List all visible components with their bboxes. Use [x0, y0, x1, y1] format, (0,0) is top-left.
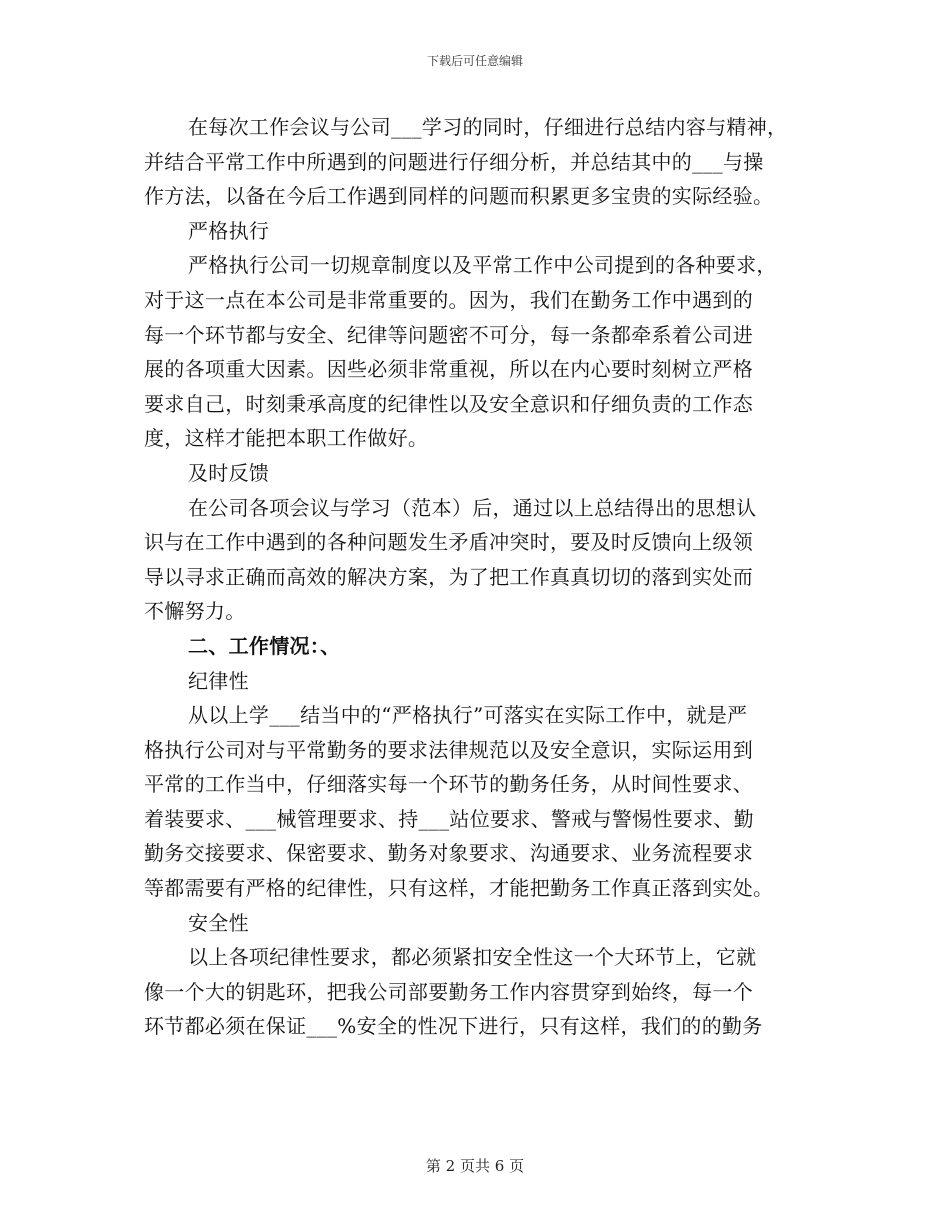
document-body	[144, 110, 809, 1044]
text-line: 从以上学___结当中的“严格执行”可落实在实际工作中，就是严	[188, 703, 748, 728]
text-line: 每一个环节都与安全、纪律等问题密不可分，每一条都牵系着公司进	[144, 322, 753, 347]
page-header: 下载后可任意编辑	[426, 54, 523, 68]
text-line: 勤务交接要求、保密要求、勤务对象要求、沟通要求、业务流程要求	[144, 841, 753, 866]
text-line: 以上各项纪律性要求，都必须紧扣安全性这一个大环节上，它就	[188, 945, 757, 970]
text-line: 安全性	[188, 910, 249, 935]
text-line: 导以寻求正确而高效的解决方案，为了把工作真真切切的落到实处而	[144, 564, 753, 589]
text-line: 在每次工作会议与公司___学习的同时，仔细进行总结内容与精神，	[188, 115, 788, 139]
text-line: 平常的工作当中，仔细落实每一个环节的勤务任务，从时间性要求、	[144, 772, 753, 797]
text-line: 展的各项重大因素。因些必须非常重视，所以在内心要时刻树立严格	[144, 357, 753, 382]
text-line: 及时反馈	[188, 460, 270, 485]
text-line: 像一个大的钥匙环，把我公司部要勤务工作内容贯穿到始终，每一个	[144, 979, 753, 1004]
text-line: 并结合平常工作中所遇到的问题进行仔细分析，并总结其中的___与操	[144, 149, 764, 174]
text-line: 度，这样才能把本职工作做好。	[144, 426, 429, 451]
text-line: 作方法，以备在今后工作遇到同样的问题而积累更多宝贵的实际经验。	[144, 184, 774, 209]
page-footer: 第 2 页共 6 页	[425, 1157, 525, 1175]
text-line: 环节都必须在保证___%安全的性况下进行，只有这样，我们的的勤务	[144, 1014, 763, 1039]
text-line: 等都需要有严格的纪律性，只有这样，才能把勤务工作真正落到实处。	[144, 876, 774, 901]
text-line: 严格执行公司一切规章制度以及平常工作中公司提到的各种要求，	[188, 253, 777, 278]
text-line: 要求自己，时刻秉承高度的纪律性以及安全意识和仔细负责的工作态	[144, 391, 753, 416]
text-line: 格执行公司对与平常勤务的要求法律规范以及安全意识，实际运用到	[144, 737, 753, 762]
text-line: 严格执行	[188, 218, 270, 243]
text-line: 对于这一点在本公司是非常重要的。因为，我们在勤务工作中遇到的	[144, 287, 753, 312]
text-line: 不懈努力。	[144, 599, 246, 624]
section-heading: 二、工作情况：、	[188, 633, 341, 658]
text-line: 在公司各项会议与学习（范本）后，通过以上总结得出的思想认	[188, 495, 757, 520]
text-line: 着装要求、___械管理要求、持___站位要求、警戒与警惕性要求、勤	[144, 806, 754, 831]
text-line: 纪律性	[188, 668, 249, 693]
text-line: 识与在工作中遇到的各种问题发生矛盾冲突时，要及时反馈向上级领	[144, 530, 753, 555]
